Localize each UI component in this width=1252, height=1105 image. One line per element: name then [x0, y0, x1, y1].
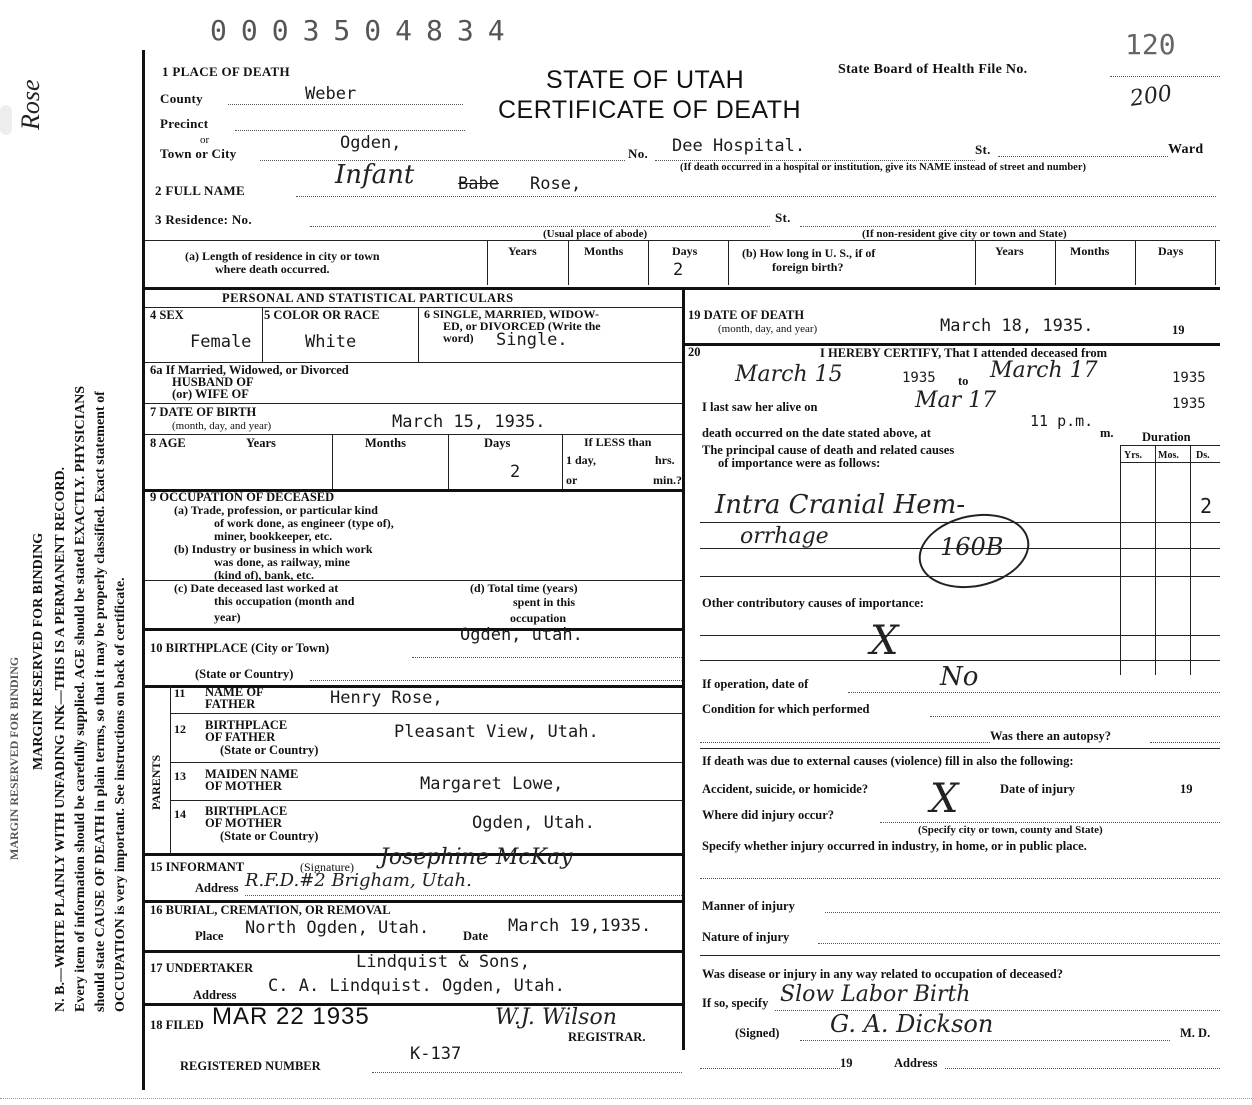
registrar-label: REGISTRAR. — [568, 1030, 646, 1044]
md-label: M. D. — [1180, 1026, 1211, 1040]
color-value: White — [305, 332, 357, 352]
no-label: No. — [628, 146, 649, 161]
marital-label-2: ED, or DIVORCED (Write the — [443, 319, 601, 333]
margin-handwritten: Rose — [16, 79, 45, 130]
undertaker-value: Lindquist & Sons, — [356, 952, 530, 972]
principal-1: The principal cause of death and related causes — [702, 443, 955, 457]
informant-sig-label: (Signature) — [300, 860, 354, 874]
mother-label-2: OF MOTHER — [205, 779, 282, 793]
us-years: Years — [995, 244, 1024, 258]
place-of-death-label: 1 PLACE OF DEATH — [162, 64, 290, 79]
m-label: m. — [1100, 426, 1114, 440]
spouse-label-3: (or) WIFE OF — [172, 387, 249, 401]
cause-line-1: Intra Cranial Hem- — [715, 490, 966, 520]
color-label: 5 COLOR OR RACE — [264, 308, 380, 322]
yrs-label: Yrs. — [1124, 450, 1143, 461]
center-divider — [682, 290, 685, 1050]
attended-from: March 15 — [735, 362, 843, 387]
last-saw-yr: 1935 — [1172, 396, 1206, 412]
nonresident-note: (If non-resident give city or town and State) — [862, 228, 1067, 240]
registrar-signature: W.J. Wilson — [495, 1005, 617, 1030]
sex-label: 4 SEX — [150, 308, 184, 322]
cause-line-2: orrhage — [740, 524, 829, 549]
res-years: Years — [508, 244, 537, 258]
occ-c3: year) — [214, 610, 241, 624]
death-occurred-label: death occurred on the date stated above, at — [702, 426, 931, 440]
mother-label-1: MAIDEN NAME — [205, 767, 299, 781]
filed-label: 18 FILED — [150, 1018, 204, 1032]
cause-code: 160B — [940, 533, 1004, 561]
dod-sub: (month, day, and year) — [718, 323, 818, 335]
principal-2: of importance were as follows: — [718, 456, 881, 470]
burial-place: North Ogden, Utah. — [245, 918, 430, 938]
occ-b1: (b) Industry or business in which work — [174, 542, 373, 556]
nature-label: Nature of injury — [702, 930, 790, 944]
father-label-2: FATHER — [205, 697, 256, 711]
undertaker-address-label: Address — [193, 988, 237, 1002]
certify-num: 20 — [688, 345, 701, 359]
injury-19: 19 — [1180, 782, 1193, 796]
death-time: 11 p.m. — [1030, 412, 1094, 430]
dod-value: March 18, 1935. — [940, 316, 1094, 336]
length-label-a: (a) Length of residence in city or town — [185, 249, 380, 263]
attended-from-yr: 1935 — [902, 370, 936, 386]
st-label: St. — [975, 142, 991, 157]
informant-address: R.F.D.#2 Brigham, Utah. — [245, 870, 472, 891]
age-label: 8 AGE — [150, 436, 186, 450]
informant-signature: Josephine McKay — [380, 845, 573, 870]
length-label-b: where death occurred. — [215, 262, 330, 276]
name-value: Rose, — [530, 174, 582, 194]
dod-19: 19 — [1172, 323, 1185, 337]
res-months: Months — [584, 244, 624, 258]
residence-label: 3 Residence: No. — [155, 212, 252, 227]
where-label: Where did injury occur? — [702, 808, 835, 822]
town-label: Town or City — [160, 146, 237, 161]
hospital-note: (If death occurred in a hospital or institution, give its NAME instead of street and number) — [680, 162, 1087, 173]
informant-label: 15 INFORMANT — [150, 860, 245, 874]
parents-side-label: PARENTS — [149, 754, 163, 810]
age-days-value: 2 — [510, 462, 521, 482]
mbp-label-2: OF MOTHER — [205, 816, 282, 830]
age-months: Months — [365, 436, 406, 450]
board-file-label: State Board of Health File No. — [838, 62, 1028, 77]
occ-a2: of work done, as engineer (type of), — [214, 516, 394, 530]
occupation-label: 9 OCCUPATION OF DECEASED — [150, 490, 335, 504]
birthplace-value: Ogden, utah. — [460, 625, 583, 645]
fbp-num: 12 — [174, 722, 186, 736]
attended-to-yr: 1935 — [1172, 370, 1206, 386]
where-sub: (Specify city or town, county and State) — [918, 824, 1103, 836]
name-handwritten: Infant — [335, 160, 415, 190]
res-days-value: 2 — [673, 260, 684, 280]
town-value: Ogden, — [340, 133, 402, 153]
file-number-2: 200 — [1128, 81, 1174, 112]
dob-value: March 15, 1935. — [392, 412, 546, 432]
duration-value: 2 — [1200, 494, 1213, 518]
father-value: Henry Rose, — [330, 688, 443, 708]
county-value: Weber — [305, 84, 357, 104]
spouse-label-2: HUSBAND OF — [172, 375, 254, 389]
mbp-label-1: BIRTHPLACE — [205, 804, 288, 818]
father-num: 11 — [174, 686, 186, 700]
occ-d1: (d) Total time (years) — [470, 581, 578, 595]
if-so-label: If so, specify — [702, 996, 769, 1010]
address-label: Address — [894, 1056, 938, 1070]
us-months: Months — [1070, 244, 1110, 258]
condition-label: Condition for which performed — [702, 702, 870, 716]
residence-st-label: St. — [775, 210, 791, 225]
title-certificate: CERTIFICATE OF DEATH — [498, 96, 802, 124]
autopsy-label: Was there an autopsy? — [990, 729, 1111, 743]
margin-reserved: MARGIN RESERVED FOR BINDING — [31, 532, 46, 770]
specify-label: Specify whether injury occurred in industry, in home, or in public place. — [702, 839, 1087, 853]
occ-c1: (c) Date deceased last worked at — [174, 581, 339, 595]
less-than-2: 1 day, — [566, 453, 597, 467]
signed-value: G. A. Dickson — [830, 1010, 994, 1038]
less-than-or: or — [566, 473, 578, 487]
operation-label: If operation, date of — [702, 677, 809, 691]
ward-label: Ward — [1168, 142, 1204, 157]
less-than-1: If LESS than — [584, 435, 652, 449]
usual-abode-note: (Usual place of abode) — [543, 228, 648, 240]
marital-value: Single. — [496, 330, 568, 350]
age-years: Years — [246, 436, 276, 450]
operation-value: No — [940, 662, 979, 692]
mother-value: Margaret Lowe, — [420, 774, 564, 794]
accident-label: Accident, suicide, or homicide? — [702, 782, 869, 796]
less-than-hrs: hrs. — [655, 453, 675, 467]
mbp-label-3: (State or Country) — [220, 829, 319, 843]
undertaker-label: 17 UNDERTAKER — [150, 961, 254, 975]
margin-note-3: should state CAUSE OF DEATH in plain terms, so that it may be properly classified. Exact statement of — [93, 391, 108, 1012]
birthplace-label: 10 BIRTHPLACE (City or Town) — [150, 641, 330, 655]
injury-date-label: Date of injury — [1000, 782, 1075, 796]
less-than-min: min.? — [653, 473, 683, 487]
left-frame-line — [142, 50, 145, 1090]
occ-a1: (a) Trade, profession, or particular kind — [174, 503, 378, 517]
yr-19: 19 — [840, 1056, 853, 1070]
spouse-label-1: 6a If Married, Widowed, or Divorced — [150, 363, 349, 377]
age-days: Days — [484, 436, 511, 450]
occ-a3: miner, bookkeeper, etc. — [214, 529, 333, 543]
hospital-value: Dee Hospital. — [672, 136, 806, 156]
punch-hole — [0, 105, 12, 135]
fbp-value: Pleasant View, Utah. — [394, 722, 599, 742]
manner-label: Manner of injury — [702, 899, 795, 913]
burial-date: March 19,1935. — [508, 916, 652, 936]
reg-number-label: REGISTERED NUMBER — [180, 1059, 321, 1073]
certify-label: I HEREBY CERTIFY, That I attended deceased from — [820, 346, 1108, 360]
external-label: If death was due to external causes (violence) fill in also the following: — [702, 754, 1074, 768]
precinct-label: Precinct — [160, 116, 209, 131]
margin-binding-faint: MARGIN RESERVED FOR BINDING — [7, 656, 21, 860]
res-days: Days — [672, 244, 698, 258]
filed-stamp: MAR 22 1935 — [212, 1003, 370, 1030]
where-x: X — [930, 776, 959, 822]
last-saw-date: Mar 17 — [915, 388, 997, 413]
reg-number: K-137 — [410, 1044, 462, 1064]
dod-label: 19 DATE OF DEATH — [688, 308, 805, 322]
occ-b2: was done, as railway, mine — [214, 555, 351, 569]
father-label-1: NAME OF — [205, 685, 264, 699]
fbp-label-3: (State or Country) — [220, 743, 319, 757]
birthplace-sub: (State or Country) — [195, 667, 294, 681]
last-saw-label: I last saw her alive on — [702, 400, 818, 414]
informant-address-label: Address — [195, 881, 239, 895]
other-causes-value: X — [870, 618, 899, 664]
ds-label: Ds. — [1196, 450, 1210, 461]
fbp-label-2: OF FATHER — [205, 730, 276, 744]
mbp-value: Ogden, Utah. — [472, 813, 595, 833]
signed-label: (Signed) — [735, 1026, 780, 1040]
county-label: County — [160, 91, 203, 106]
mbp-num: 14 — [174, 807, 186, 821]
burial-label: 16 BURIAL, CREMATION, OR REMOVAL — [150, 903, 391, 917]
occ-c2: this occupation (month and — [214, 594, 355, 608]
disease-label: Was disease or injury in any way related to occupation of deceased? — [702, 967, 1063, 981]
personal-heading: PERSONAL AND STATISTICAL PARTICULARS — [222, 291, 514, 305]
name-struck: Babe — [458, 174, 499, 194]
serial-number: 0003504834 — [210, 14, 519, 47]
or-label: or — [200, 134, 210, 146]
mother-num: 13 — [174, 769, 186, 783]
mos-label: Mos. — [1158, 450, 1179, 461]
margin-note-1: N. B.—WRITE PLAINLY WITH UNFADING INK—THIS IS A PERMANENT RECORD. — [53, 466, 68, 1012]
how-long-b: foreign birth? — [772, 260, 844, 274]
other-causes-label: Other contributory causes of importance: — [702, 596, 924, 610]
fbp-label-1: BIRTHPLACE — [205, 718, 288, 732]
if-so-value: Slow Labor Birth — [780, 982, 971, 1007]
occ-b3: (kind of), bank, etc. — [214, 568, 315, 582]
undertaker-address: C. A. Lindquist. Ogden, Utah. — [268, 976, 565, 996]
full-name-label: 2 FULL NAME — [155, 183, 245, 198]
duration-label: Duration — [1142, 430, 1191, 444]
burial-date-label: Date — [463, 929, 488, 943]
dob-sub: (month, day, and year) — [172, 420, 272, 432]
file-number-handwritten: 120 — [1125, 28, 1176, 61]
occ-d3: occupation — [510, 611, 567, 625]
marital-label-1: 6 SINGLE, MARRIED, WIDOW- — [424, 307, 600, 321]
attended-to-label: to — [958, 374, 969, 388]
attended-to: March 17 — [990, 358, 1098, 383]
dob-label: 7 DATE OF BIRTH — [150, 405, 257, 419]
how-long-a: (b) How long in U. S., if of — [742, 246, 876, 260]
burial-place-label: Place — [195, 929, 224, 943]
marital-label-3: word) — [443, 331, 474, 345]
margin-note-2: Every item of information should be carefully supplied. AGE should be stated EXACTLY. PHYSICIANS — [73, 385, 88, 1012]
margin-note-4: OCCUPATION is very important. See instructions on back of certificate. — [113, 577, 128, 1012]
sex-value: Female — [190, 332, 252, 352]
us-days: Days — [1158, 244, 1184, 258]
title-state: STATE OF UTAH — [546, 66, 745, 94]
occ-d2: spent in this — [513, 595, 576, 609]
